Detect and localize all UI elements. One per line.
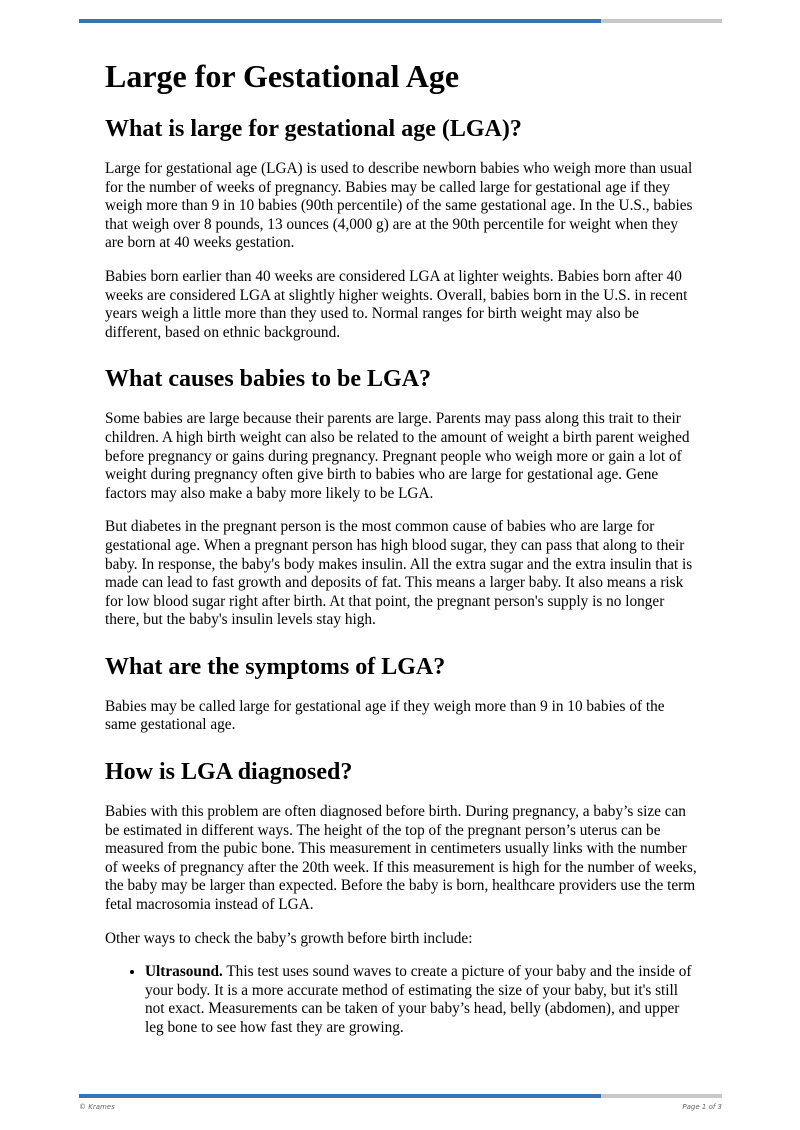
paragraph: Some babies are large because their parents are large. Parents may pass along this trait to their children. A high birth weight can also be related to the amount of weight a birth parent weighed before pregnancy or gains during pregnancy. Pregnant people who weigh more or gain a lot of weight during pregnancy often give birth to babies who are large for gestational age. Gene factors may also make a baby more likely to be LGA. bbox=[105, 410, 690, 502]
paragraph: Babies may be called large for gestational age if they weigh more than 9 in 10 babies of the same gestational age. bbox=[105, 697, 665, 734]
document-body bbox=[105, 56, 697, 1060]
page-title: Large for Gestational Age bbox=[105, 58, 460, 94]
section-what-is-lga bbox=[105, 114, 697, 342]
paragraph: Large for gestational age (LGA) is used to describe newborn babies who weigh more than usual for the number of weeks of pregnancy. Babies may be called large for gestational age if they weigh more than 9 in 10 babies (90th percentile) of the same gestational age. In the U.S., babies that weigh over 8 pounds, 13 ounces (4,000 g) are at the 90th percentile for weight when they are born at 40 weeks gestation. bbox=[105, 160, 693, 252]
header-rule-track bbox=[601, 19, 722, 23]
section-heading: How is LGA diagnosed? bbox=[105, 759, 353, 786]
section-symptoms bbox=[105, 652, 697, 735]
footer-copyright: © Krames bbox=[79, 1103, 115, 1111]
section-heading: What causes babies to be LGA? bbox=[105, 366, 432, 393]
header-rule-accent bbox=[79, 19, 601, 23]
paragraph: But diabetes in the pregnant person is the most common cause of babies who are large for gestational age. When a pregnant person has high blood sugar, they can pass that along to their baby. In response, the baby's body makes insulin. All the extra sugar and the extra insulin that is made can lead to fast growth and deposits of fat. This means a larger baby. It also means a risk for low blood sugar right after birth. At that point, the pregnant person's supply is no longer there, but the baby's insulin levels stay high. bbox=[105, 518, 693, 629]
paragraph: Other ways to check the baby’s growth before birth include: bbox=[105, 929, 473, 947]
paragraph: Babies with this problem are often diagnosed before birth. During pregnancy, a baby’s size can be estimated in different ways. The height of the top of the pregnant person’s uterus can be measured from the pubic bone. This measurement in centimeters usually links with the number of weeks of pregnancy after the 20th week. If this measurement is high for the number of weeks, the baby may be larger than expected. Before the baby is born, healthcare providers use the term fetal macrosomia instead of LGA. bbox=[105, 803, 697, 914]
section-heading: What is large for gestational age (LGA)? bbox=[105, 116, 522, 142]
header-rule bbox=[79, 19, 722, 23]
section-heading: What are the symptoms of LGA? bbox=[105, 653, 446, 680]
footer-rule bbox=[79, 1094, 722, 1098]
section-causes bbox=[105, 364, 697, 630]
list-item-term: Ultrasound. bbox=[145, 963, 223, 981]
list-item bbox=[145, 963, 697, 1037]
list-item-text: This test uses sound waves to create a picture of your baby and the inside of your body. It is a more accurate method of estimating the size of your baby, but it's still not exact. Measurements can be taken of your baby’s head, belly (abdomen), and upper leg bone to see how fast they are growing. bbox=[145, 963, 692, 1036]
footer-rule-track bbox=[601, 1094, 722, 1098]
footer-page-number: Page 1 of 3 bbox=[682, 1103, 722, 1111]
section-diagnosis bbox=[105, 757, 697, 1038]
footer-rule-accent bbox=[79, 1094, 601, 1098]
bullet-list bbox=[105, 963, 697, 1037]
paragraph: Babies born earlier than 40 weeks are considered LGA at lighter weights. Babies born after 40 weeks are considered LGA at slightly higher weights. Overall, babies born in the U.S. in recent years weigh a little more than they used to. Normal ranges for birth weight may also be different, based on ethnic background. bbox=[105, 267, 688, 341]
